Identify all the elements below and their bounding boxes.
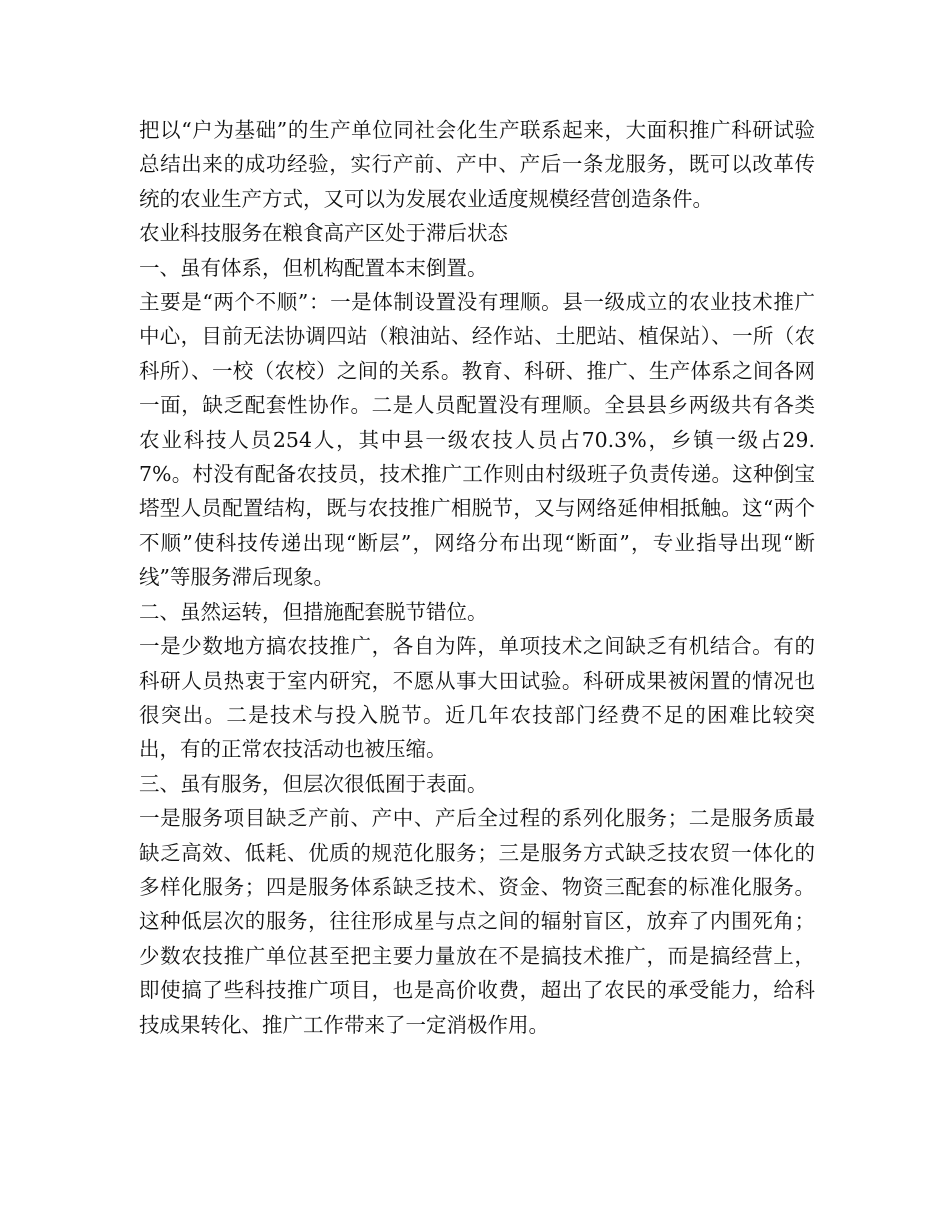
- subheading-three: 三、虽有服务，但层次很低囿于表面。: [139, 771, 488, 796]
- subheading-two: 二、虽然运转，但措施配套脱节错位。: [139, 599, 488, 624]
- section-heading-status: 农业科技服务在粮食高产区处于滞后状态: [139, 221, 508, 246]
- paragraph-two: 一是少数地方搞农技推广，各自为阵，单项技术之间缺乏有机结合。有的科研人员热衷于室内研究，不愿从事大田试验。科研成果被闲置的情况也很突出。二是技术与投入脱节。近几年农技部门经费不足的困难比较突出，有的正常农技活动也被压缩。: [139, 634, 815, 762]
- document-body: [139, 113, 815, 1042]
- paragraph-one: 主要是“两个不顺”：一是体制设置没有理顺。县一级成立的农业技术推广中心，目前无法协调四站（粮油站、经作站、土肥站、植保站）、一所（农科所）、一校（农校）之间的关系。教育、科研、推广、生产体系之间各网一面，缺乏配套性协作。二是人员配置没有理顺。全县县乡两级共有各类农业科技人员254人，其中县一级农技人员占70.3%，乡镇一级占29.7%。村没有配备农技员，技术推广工作则由村级班子负责传递。这种倒宝塔型人员配置结构，既与农技推广相脱节，又与网络延伸相抵触。这“两个不顺”使科技传递出现“断层”，网络分布出现“断面”，专业指导出现“断线”等服务滞后现象。: [139, 290, 815, 590]
- paragraph-intro: 把以“户为基础”的生产单位同社会化生产联系起来，大面积推广科研试验总结出来的成功经验，实行产前、产中、产后一条龙服务，既可以改革传统的农业生产方式，又可以为发展农业适度规模经营创造条件。: [139, 118, 815, 211]
- subheading-one: 一、虽有体系，但机构配置本末倒置。: [139, 255, 488, 280]
- paragraph-three: 一是服务项目缺乏产前、产中、产后全过程的系列化服务；二是服务质最缺乏高效、低耗、优质的规范化服务；三是服务方式缺乏技农贸一体化的多样化服务；四是服务体系缺乏技术、资金、物资三配套的标准化服务。这种低层次的服务，往往形成星与点之间的辐射盲区，放弃了内围死角；少数农技推广单位甚至把主要力量放在不是搞技术推广，而是搞经营上，即使搞了些科技推广项目，也是高价收费，超出了农民的承受能力，给科技成果转化、推广工作带来了一定消极作用。: [139, 806, 815, 1037]
